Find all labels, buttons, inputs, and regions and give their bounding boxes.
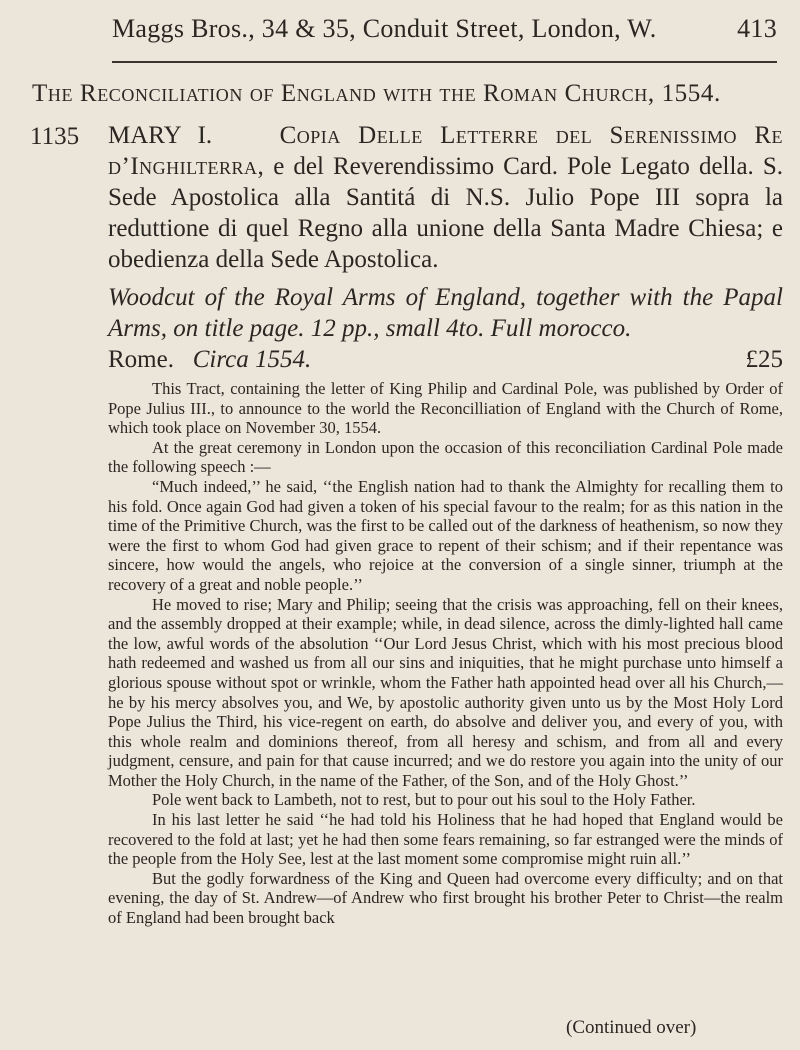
running-head <box>112 14 777 44</box>
item-heading <box>108 120 783 275</box>
item-description: Woodcut of the Royal Arms of England, together with the Papal Arms, on title page. 12 pp., small 4to. Full morocco. <box>108 284 783 342</box>
header-rule <box>112 61 777 63</box>
item-price: £25 <box>745 346 783 373</box>
paragraph: This Tract, containing the letter of King Philip and Cardinal Pole, was published by Order of Pope Julius III., to announce to the world the Reconcilliation of England with the Church of Rome, which took place on November 30, 1554. <box>108 379 783 438</box>
publisher-address: Maggs Bros., 34 & 35, Conduit Street, London, W. <box>112 14 657 43</box>
paragraph: But the godly forwardness of the King and Queen had overcome every difficulty; and on that evening, the day of St. Andrew—of Andrew who first brought his brother Peter to Christ—the realm of England had been brought back <box>108 868 783 928</box>
paragraph: He moved to rise; Mary and Philip; seeing that the crisis was approaching, fell on their knees, and the assembly dropped at their example; while, in dead silence, across the dimly-lighted hall came the low, awful words of the absolution ‘‘Our Lord Jesus Christ, which with his most precious blood hath redeemed and washed us from all our sins and iniquities, that he might purchase unto himself a glorious spouse without spot or wrinkle, whom the Father hath appointed head over all his Church,—he by his mercy absolves you, and We, by apostolic authority given unto us by the Most Holy Lord Pope Julius the Third, his vice-regent on earth, do absolve and deliver you, and every of you, with this whole realm and dominions thereof, from all heresy and schism, and from all and every judgment, censure, and pain for that cause incurred; and we do restore you again into the unity of our Mother the Holy Church, in the name of the Father, of the Son, and of the Holy Ghost.’’ <box>108 594 783 790</box>
page-number: 413 <box>737 14 777 43</box>
imprint-place: Rome. <box>108 346 174 373</box>
paragraph: In his last letter he said ‘‘he had told his Holiness that he had hoped that England would be recovered to the fold at last; yet he had then some fears remaining, so far estranged were the minds of the people from the Holy See, lest at the last moment some compromise might ruin all.’’ <box>108 810 783 869</box>
item-title-rest: e del Reverendissimo Card. Pole Legato della. S. Sede Apostolica alla Santitá di N.S. Julio Pope III sopra la reduttione di quel Regno alla unione della Santa Madre Chiesa; e obedienza della Sede Apostolica. <box>108 153 783 273</box>
item-number: 1135 <box>30 123 80 150</box>
item-author: MARY I. <box>108 122 213 149</box>
item-title: Copia Delle Letterre del Serenissimo Re d’Inghilterra, <box>108 122 784 180</box>
paragraph: Pole went back to Lambeth, not to rest, but to pour out his soul to the Holy Father. <box>152 790 696 810</box>
imprint-line <box>108 346 783 374</box>
description-body <box>108 379 783 928</box>
continued-note: (Continued over) <box>566 1017 697 1038</box>
section-title: The Reconciliation of England with the Roman Church, 1554. <box>32 80 721 107</box>
paragraph: At the great ceremony in London upon the occasion of this reconciliation Cardinal Pole made the following speech :— <box>108 437 783 477</box>
paragraph: “Much indeed,’’ he said, ‘‘the English nation had to thank the Almighty for recalling them to his fold. Once again God had given a token of his special favour to the realm; for as this nation in the time of the Primitive Church, was the first to be called out of the darkness of heathenism, so now they were the first to whom God had given grace to repent of their schism; and if their repentance was sincere, how would the angels, who rejoice at the conversion of a single sinner, triumph at the recovery of a great and noble people.’’ <box>108 476 783 594</box>
imprint-date: Circa 1554. <box>192 346 312 373</box>
